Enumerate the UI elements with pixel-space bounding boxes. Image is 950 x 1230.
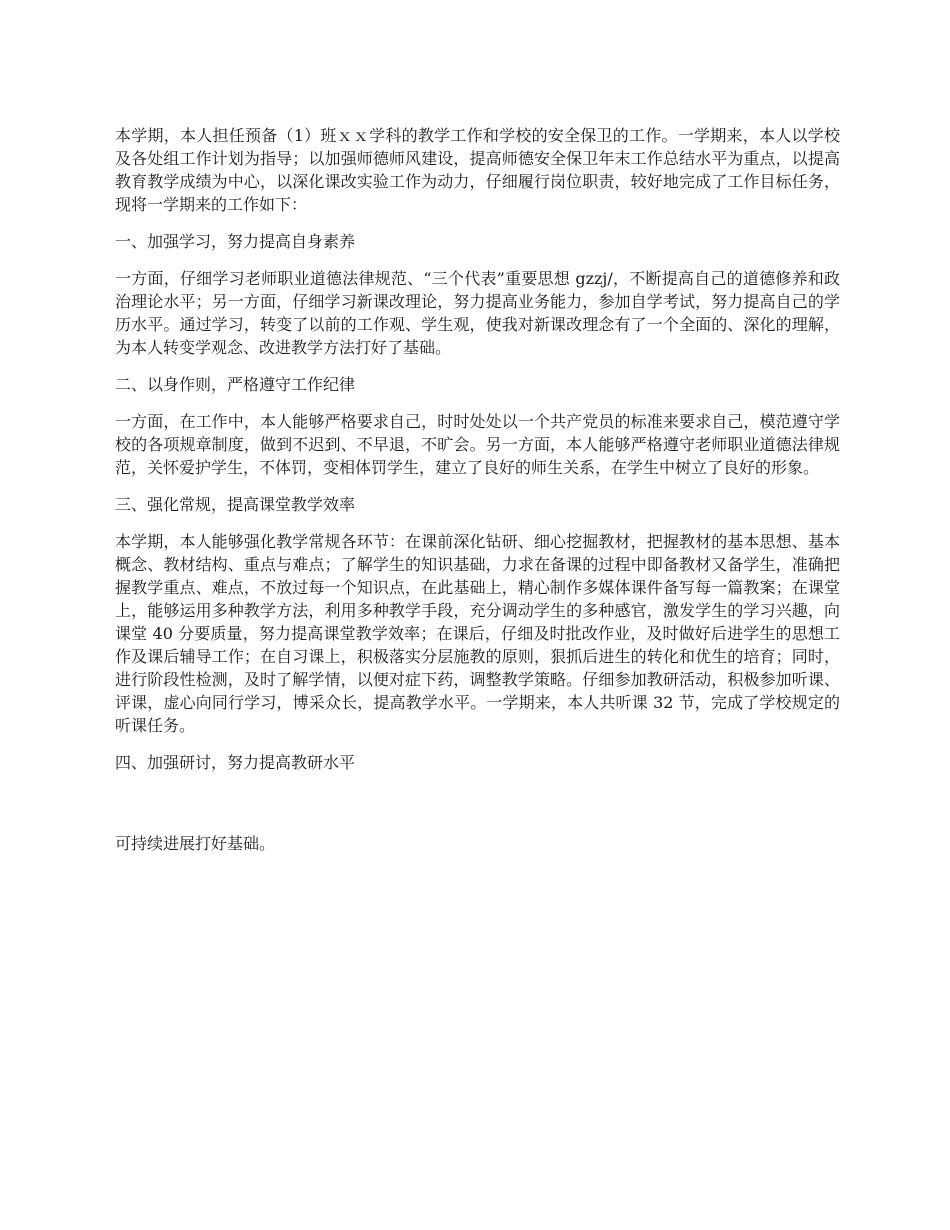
section-heading-4: 四、加强研讨，努力提高教研水平 (115, 753, 356, 772)
section-heading-2: 二、以身作则，严格遵守工作纪律 (115, 375, 356, 394)
document-body (115, 124, 840, 869)
section-heading-1: 一、加强学习，努力提高自身素养 (115, 232, 356, 251)
blank-gap (115, 788, 840, 832)
section-body-2: 一方面，在工作中，本人能够严格要求自己，时时处处以一个共产党员的标准来要求自己，模范遵守学校的各项规章制度，做到不迟到、不早退，不旷会。另一方面，本人能够严格遵守老师职业道德法律规范，关怀爱护学生，不体罚，变相体罚学生，建立了良好的师生关系，在学生中树立了良好的形象。 (115, 412, 840, 477)
section-heading-3: 三、强化常规，提高课堂教学效率 (115, 495, 356, 514)
section-body-3: 本学期，本人能够强化教学常规各环节：在课前深化钻研、细心挖掘教材，把握教材的基本思想、基本概念、教材结构、重点与难点；了解学生的知识基础，力求在备课的过程中即备教材又备学生，准确把握教学重点、难点，不放过每一个知识点，在此基础上，精心制作多媒体课件备写每一篇教案；在课堂上，能够运用多种教学方法，利用多种教学手段，充分调动学生的多种感官，激发学生的学习兴趣，向课堂 40 分要质量，努力提高课堂教学效率；在课后，仔细及时批改作业，及时做好后进学生的思想工作及课后辅导工作；在自习课上，积极落实分层施教的原则，狠抓后进生的转化和优生的培育；同时，进行阶段性检测，及时了解学情，以便对症下药，调整教学策略。仔细参加教研活动，积极参加听课、评课，虚心向同行学习，博采众长，提高教学水平。一学期来，本人共听课 32 节，完成了学校规定的听课任务。 (115, 532, 840, 735)
closing-paragraph: 可持续进展打好基础。 (115, 834, 276, 853)
intro-paragraph: 本学期，本人担任预备（1）班ｘｘ学科的教学工作和学校的安全保卫的工作。一学期来，本人以学校及各处组工作计划为指导；以加强师德师风建设，提高师德安全保卫年末工作总结水平为重点，以提高教育教学成绩为中心，以深化课改实验工作为动力，仔细履行岗位职责，较好地完成了工作目标任务，现将一学期来的工作如下： (115, 126, 840, 214)
section-body-1: 一方面，仔细学习老师职业道德法律规范、“三个代表”重要思想 gzzj/，不断提高自己的道德修养和政治理论水平；另一方面，仔细学习新课改理论，努力提高业务能力，参加自学考试，努力提高自己的学历水平。通过学习，转变了以前的工作观、学生观，使我对新课改理念有了一个全面的、深化的理解，为本人转变学观念、改进教学方法打好了基础。 (115, 269, 840, 357)
